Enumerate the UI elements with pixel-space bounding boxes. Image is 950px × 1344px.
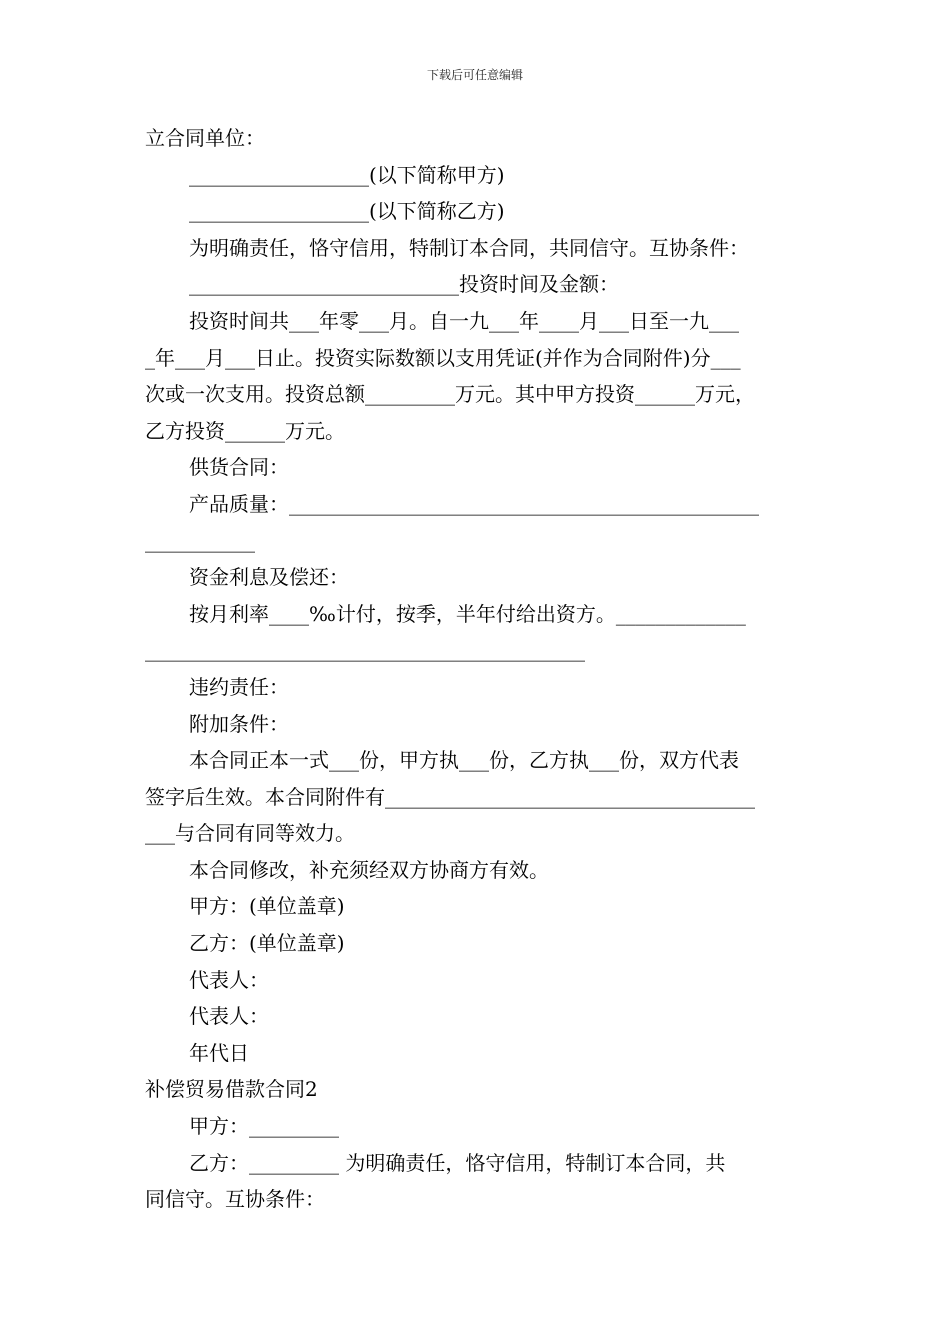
document-body — [145, 120, 810, 1218]
text-line: 供货合同： — [189, 455, 289, 480]
text-line: 本合同正本一式___份，甲方执___份，乙方执___份，双方代表 — [189, 748, 739, 773]
section-title: 补偿贸易借款合同2 — [145, 1077, 318, 1102]
text-line: 乙方：(单位盖章) — [189, 931, 345, 956]
text-line: __________________(以下简称乙方) — [189, 199, 505, 224]
text-line: 乙方：_________ 为明确责任，恪守信用，特制订本合同，共 — [189, 1150, 726, 1175]
text-line: 次或一次支用。投资总额_________万元。其中甲方投资______万元， — [145, 382, 755, 407]
text-line: 签字后生效。本合同附件有_____________________________________ — [145, 784, 755, 809]
text-line: _年___月___日止。投资实际数额以支用凭证(并作为合同附件)分___ — [145, 345, 741, 370]
text-line: 乙方投资______万元。 — [145, 418, 345, 443]
text-line: 资金利息及偿还： — [189, 565, 349, 590]
page-header: 下载后可任意编辑 — [426, 68, 523, 82]
text-line: 立合同单位： — [145, 126, 265, 150]
text-line: 代表人： — [189, 967, 269, 992]
text-line: 本合同修改，补充须经双方协商方有效。 — [189, 857, 549, 882]
text-line: 按月利率____‰计付，按季，半年付给出资方。_____________ — [189, 601, 746, 626]
text-line: 产品质量：_______________________________________________ — [189, 491, 759, 516]
text-line: 违约责任： — [189, 674, 289, 699]
text-line: ___与合同有同等效力。 — [145, 821, 355, 846]
text-line: 同信守。互协条件： — [145, 1187, 325, 1212]
text-line: 年代日 — [189, 1040, 249, 1065]
text-line: 甲方：(单位盖章) — [189, 894, 345, 919]
text-line: ____________________________________________ — [145, 638, 585, 663]
text-line: 代表人： — [189, 1004, 269, 1029]
text-line: ___________________________投资时间及金额： — [189, 272, 619, 297]
text-line: 附加条件： — [189, 711, 289, 736]
text-line: 投资时间共___年零___月。自一九___年____月___日至一九___ — [189, 308, 739, 333]
text-line: 甲方：_________ — [189, 1114, 339, 1139]
text-line: __________________(以下简称甲方) — [189, 162, 505, 187]
text-line: 为明确责任，恪守信用，特制订本合同，共同信守。互协条件： — [189, 235, 749, 260]
text-line: ___________ — [145, 528, 255, 553]
